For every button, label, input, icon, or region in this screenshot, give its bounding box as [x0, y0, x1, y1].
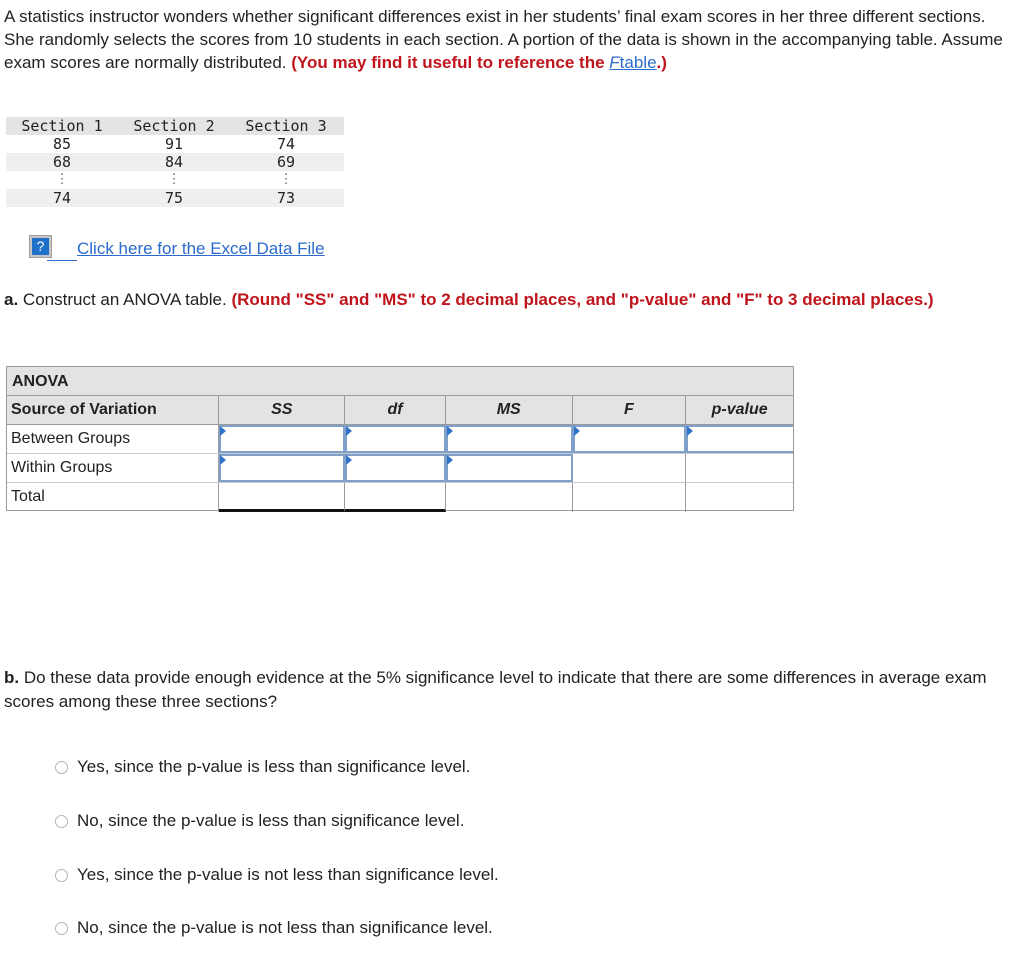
anova-title: ANOVA: [7, 367, 793, 396]
table-cell: 75: [164, 189, 184, 207]
table-cell: 85: [52, 135, 72, 153]
option-3[interactable]: [55, 865, 499, 885]
radio-button[interactable]: [55, 869, 68, 882]
hint-post: .): [656, 53, 667, 72]
option-label: No, since the p-value is less than significance level.: [77, 811, 465, 830]
table-cell: 73: [276, 189, 296, 207]
table-cell: 91: [164, 135, 184, 153]
data-table: [6, 117, 344, 207]
part-a-prompt: [4, 288, 1014, 312]
header-section-1: Section 1: [21, 117, 103, 135]
option-4[interactable]: [55, 918, 493, 938]
ftable-hint: [291, 53, 667, 72]
ftable-link-f: F: [609, 53, 620, 72]
part-b-text: Do these data provide enough evidence at the 5% significance level to indicate that there are some differences in average exam scores among these three sections?: [4, 668, 987, 711]
row-label-between: Between Groups: [7, 425, 219, 453]
within-ms-input[interactable]: [446, 454, 573, 482]
within-ss-input[interactable]: [219, 454, 345, 482]
option-label: Yes, since the p-value is not less than significance level.: [77, 865, 499, 884]
anova-table: [6, 366, 794, 511]
empty-cell: [686, 483, 793, 512]
header-source: Source of Variation: [7, 396, 219, 424]
total-ss-cell: [219, 483, 345, 512]
part-a-label: a.: [4, 290, 19, 309]
empty-cell: [446, 483, 573, 512]
f-input[interactable]: [573, 425, 687, 453]
table-row: [6, 135, 344, 153]
table-cell: 74: [276, 135, 296, 153]
table-cell: 84: [164, 153, 184, 171]
radio-button[interactable]: [55, 815, 68, 828]
header-ss: SS: [219, 396, 345, 424]
table-row: [6, 171, 344, 189]
problem-statement: [4, 5, 1014, 74]
option-2[interactable]: [55, 811, 464, 831]
between-ms-input[interactable]: [446, 425, 573, 453]
radio-button[interactable]: [55, 761, 68, 774]
data-table-header: [6, 117, 344, 135]
header-section-2: Section 2: [133, 117, 215, 135]
within-df-input[interactable]: [345, 454, 446, 482]
option-label: No, since the p-value is not less than significance level.: [77, 918, 493, 937]
intro-text: A statistics instructor wonders whether significant differences exist in her students’ final exam scores in her three different sections. She randomly selects the scores from 10 students in each section. A portion of the data is shown in the accompanying table. Assume exam scores are normally distributed.: [4, 7, 1003, 72]
table-cell: 74: [52, 189, 72, 207]
total-df-cell: [345, 483, 446, 512]
header-ms: MS: [446, 396, 573, 424]
part-b-prompt: [4, 666, 1014, 714]
ftable-link[interactable]: [609, 53, 656, 72]
empty-cell: [573, 483, 687, 512]
anova-row-between: [7, 425, 793, 454]
question-icon[interactable]: ?: [30, 236, 51, 257]
anova-header-row: [7, 396, 793, 425]
header-p-value: p-value: [711, 401, 768, 418]
anova-row-within: [7, 454, 793, 483]
part-b-label: b.: [4, 668, 20, 687]
between-ss-input[interactable]: [219, 425, 345, 453]
table-row: [6, 189, 344, 207]
excel-data-file[interactable]: [30, 236, 325, 257]
p-value-input[interactable]: [686, 425, 793, 453]
option-1[interactable]: [55, 757, 470, 777]
part-a-instructions: (Round "SS" and "MS" to 2 decimal places, and "p-value" and "F" to 3 decimal places.): [231, 290, 934, 309]
header-f: F: [573, 396, 687, 424]
table-cell: ⋮: [55, 172, 69, 187]
row-label-within: Within Groups: [7, 454, 219, 482]
table-cell: 68: [52, 153, 72, 171]
table-cell: ⋮: [279, 172, 293, 187]
between-df-input[interactable]: [345, 425, 446, 453]
radio-button[interactable]: [55, 922, 68, 935]
excel-data-link[interactable]: Click here for the Excel Data File: [77, 239, 325, 258]
header-df: df: [345, 396, 446, 424]
row-label-total: Total: [7, 483, 219, 512]
option-label: Yes, since the p-value is less than significance level.: [77, 757, 471, 776]
header-section-3: Section 3: [245, 117, 327, 135]
table-row: [6, 153, 344, 171]
table-cell: ⋮: [167, 172, 181, 187]
empty-cell: [573, 454, 687, 482]
part-a-text: Construct an ANOVA table.: [22, 290, 227, 309]
table-cell: 69: [276, 153, 296, 171]
ftable-link-rest: table: [619, 53, 657, 72]
anova-row-total: [7, 483, 793, 512]
hint-pre: (You may find it useful to reference the: [291, 53, 605, 72]
empty-cell: [686, 454, 793, 482]
